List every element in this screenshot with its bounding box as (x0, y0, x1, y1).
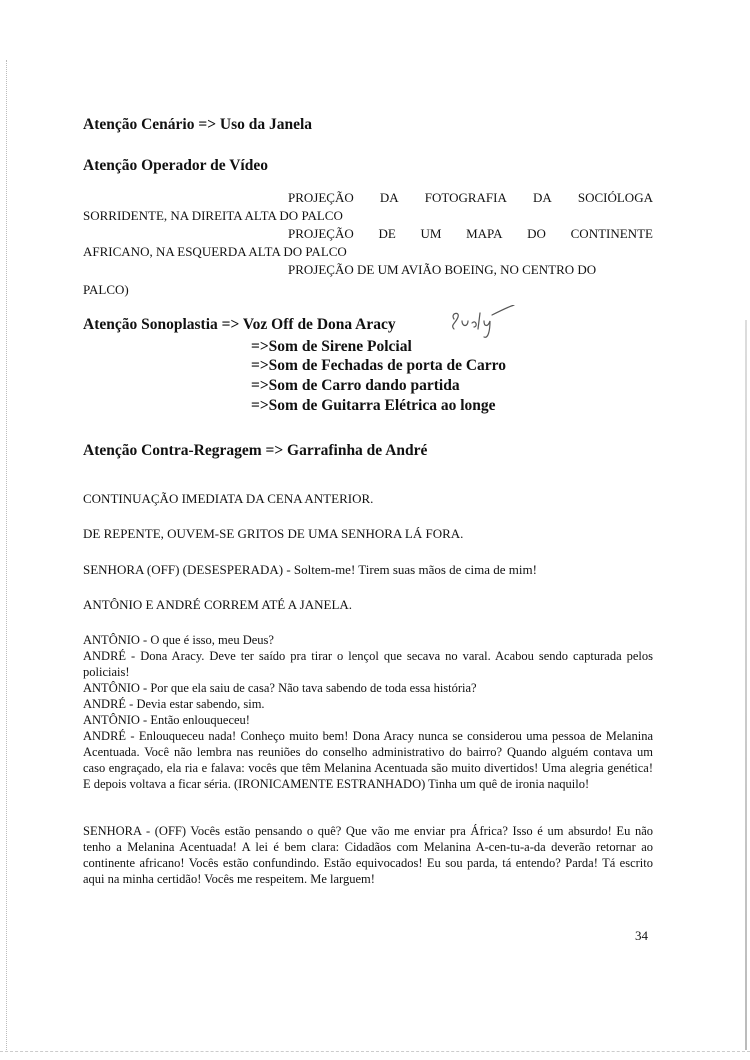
handwritten-signature (448, 305, 518, 341)
projection-1-line (288, 190, 653, 206)
cue-cenario: Atenção Cenário => Uso da Janela (83, 116, 313, 133)
dialogue-line: SENHORA - (OFF) Vocês estão pensando o quê? Que vão me enviar pra África? Isso é um absurdo! Eu não tenho a Melanina Acentuada! A lei é bem clara: Cidadãos com Melanina A-cen-tu-a-da deverão retornar ao continente africano! Vocês estão confundindo. Estão equivocados! Eu sou parda, tá entendo? Parda! Tá escrito aqui na minha certidão! Vocês me respeitem. Me larguem! (83, 824, 653, 886)
scan-edge-right (745, 320, 747, 1050)
dialogue-line: ANDRÉ - Enlouqueceu nada! Conheço muito bem! Dona Aracy nunca se considerou uma pessoa de Melanina Acentuada. Você não lembra nas reuniões do conselho administrativo do bairro? Quando alguém contava um caso engraçado, ela ria e falava: vocês que têm Melanina Acentuada são muito divertidos! Uma alegria genética! E depois voltava a ficar séria. (IRONICAMENTE ESTRANHADO) Tinha um quê de ironia naquilo! (83, 729, 653, 791)
projection-word: DA (379, 190, 399, 205)
projection-word: MAPA (466, 226, 503, 241)
sono-item: =>Som de Guitarra Elétrica ao longe (251, 397, 496, 414)
scan-edge-left (6, 60, 15, 1050)
cue-contra-regragem: Atenção Contra-Regragem => Garrafinha de André (83, 442, 428, 459)
dialogue-line: SENHORA (OFF) (DESESPERADA) - Soltem-me! Tirem suas mãos de cima de mim! (83, 562, 537, 577)
projection-word: DE (378, 226, 396, 241)
dialogue-line: ANTÔNIO - Por que ela saiu de casa? Não tava sabendo de toda essa história? (83, 681, 477, 695)
projection-word: DA (532, 190, 552, 205)
projection-1-cont: SORRIDENTE, NA DIREITA ALTA DO PALCO (83, 208, 343, 223)
sono-item: =>Som de Fechadas de porta de Carro (251, 357, 507, 374)
projection-word: PROJEÇÃO (288, 226, 354, 241)
sono-item: =>Som de Sirene Polcial (251, 338, 412, 355)
projection-3-line: PROJEÇÃO DE UM AVIÃO BOEING, NO CENTRO DO (288, 262, 597, 277)
projection-word: FOTOGRAFIA (424, 190, 507, 205)
projection-word: UM (420, 226, 442, 241)
projection-word: SOCIÓLOGA (577, 190, 653, 205)
sono-item: =>Som de Carro dando partida (251, 377, 460, 394)
projection-word: CONTINENTE (570, 226, 653, 241)
stage-direction: DE REPENTE, OUVEM-SE GRITOS DE UMA SENHORA LÁ FORA. (83, 526, 464, 541)
projection-2-cont: AFRICANO, NA ESQUERDA ALTA DO PALCO (83, 244, 347, 259)
cue-video: Atenção Operador de Vídeo (83, 157, 268, 174)
scan-edge-bottom (0, 1051, 750, 1052)
stage-direction: ANTÔNIO E ANDRÉ CORREM ATÉ A JANELA. (83, 597, 353, 612)
dialogue-line: ANDRÉ - Dona Aracy. Deve ter saído pra tirar o lençol que secava no varal. Acabou sendo capturada pelos policiais! (83, 649, 653, 679)
projection-word: DO (527, 226, 546, 241)
projection-word: PROJEÇÃO (288, 190, 354, 205)
dialogue-line: ANDRÉ - Devia estar sabendo, sim. (83, 697, 265, 711)
page-number: 34 (635, 928, 648, 943)
projection-2-line (288, 226, 653, 242)
dialogue-line: ANTÔNIO - Então enlouqueceu! (83, 713, 250, 727)
stage-direction: CONTINUAÇÃO IMEDIATA DA CENA ANTERIOR. (83, 491, 374, 506)
dialogue-line: ANTÔNIO - O que é isso, meu Deus? (83, 633, 274, 647)
cue-sonoplastia: Atenção Sonoplastia => Voz Off de Dona Aracy (83, 316, 396, 333)
projection-3-cont: PALCO) (83, 282, 129, 297)
